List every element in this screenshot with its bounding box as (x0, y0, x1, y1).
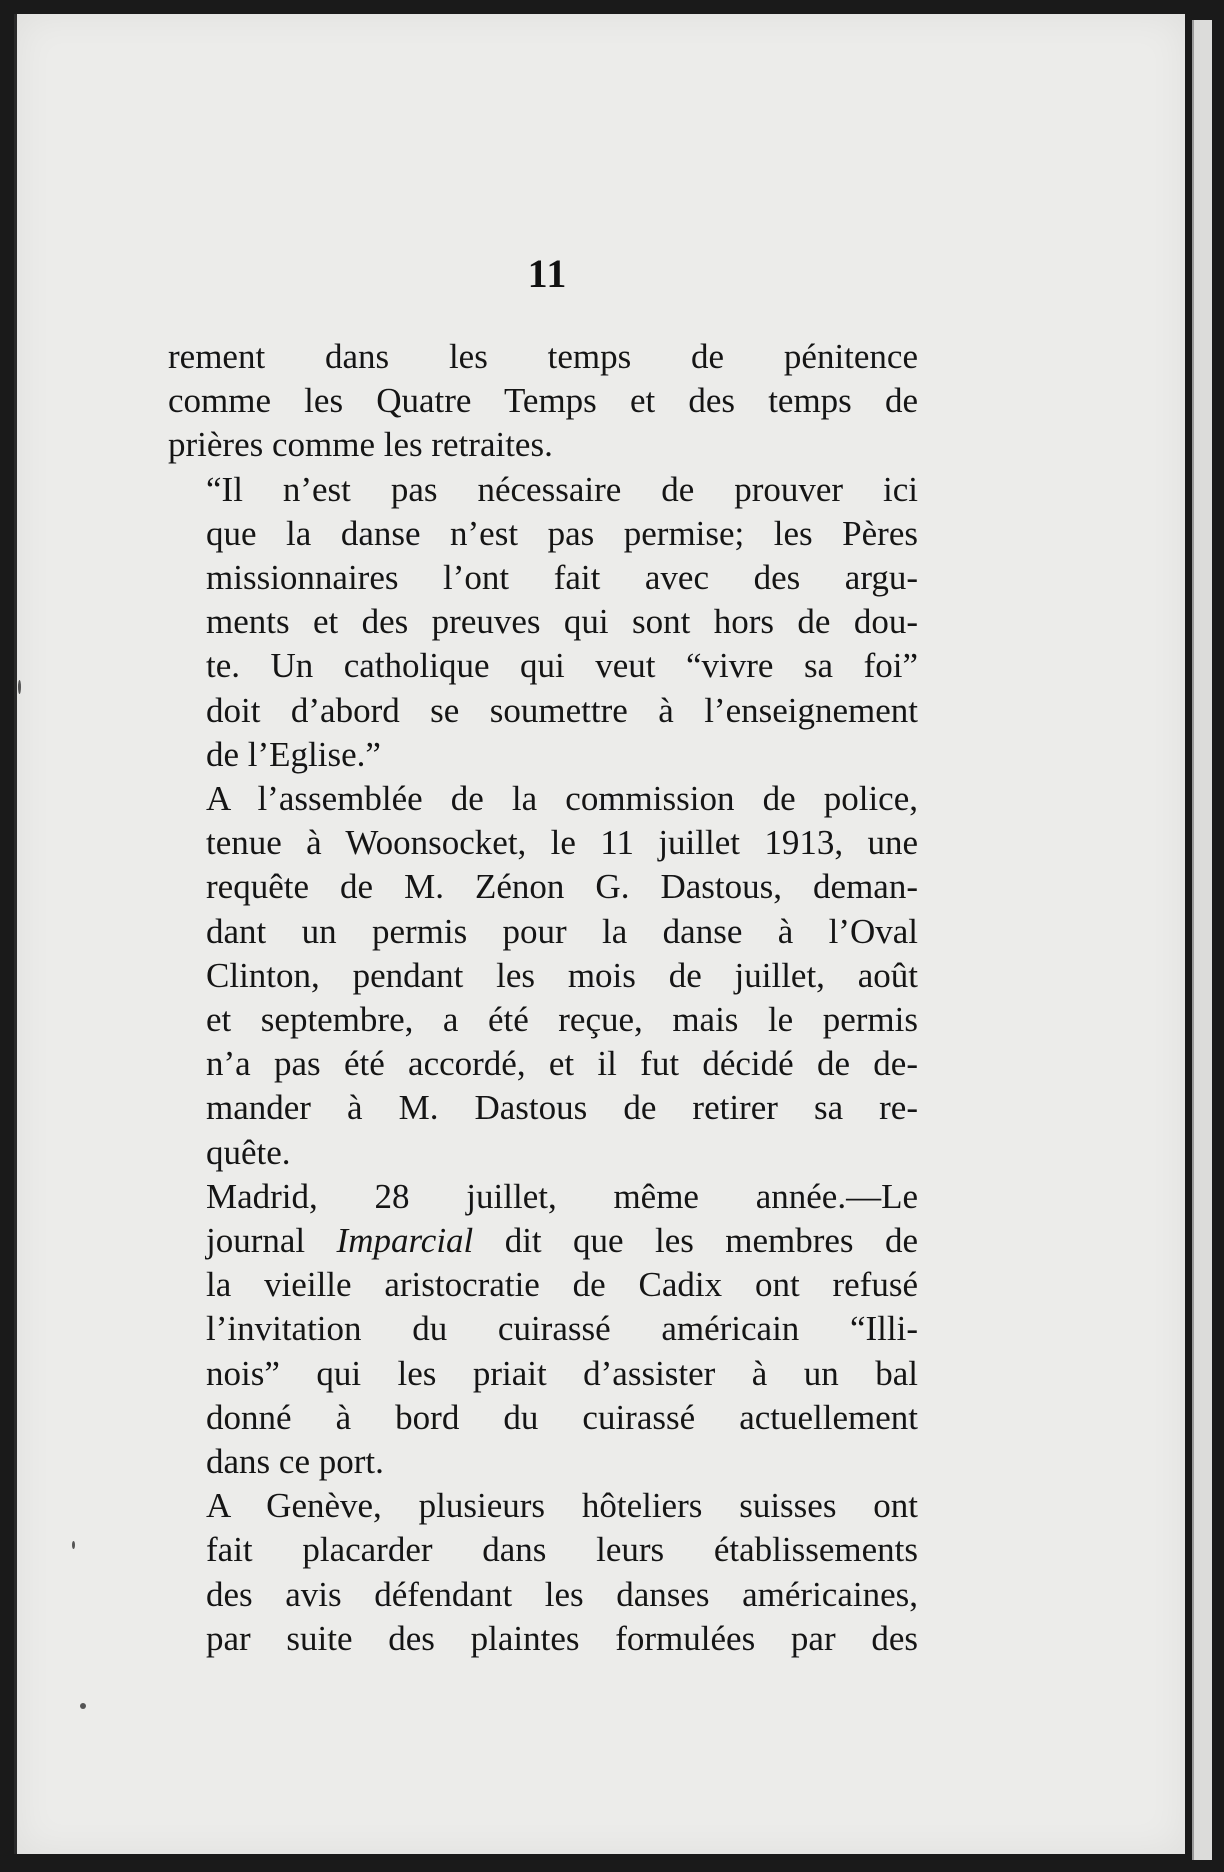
text-line: des avis défendant les danses américaines, (206, 1574, 918, 1614)
text-line: comme les Quatre Temps et des temps de (168, 381, 918, 421)
text-line: fait placarder dans leurs établissements (206, 1530, 918, 1570)
text-line: prières comme les retraites. (168, 425, 553, 465)
paragraph (168, 1484, 918, 1661)
text-line: requête de M. Zénon G. Dastous, deman- (206, 867, 918, 907)
text-line: que la danse n’est pas permise; les Pères (206, 513, 918, 553)
body-text (168, 335, 918, 1661)
scan-speck (80, 1703, 86, 1709)
text-line: Clinton, pendant les mois de juillet, août (206, 955, 918, 995)
scan-speck (72, 1541, 75, 1549)
paragraph (168, 777, 918, 1175)
text-line: et septembre, a été reçue, mais le permis (206, 1000, 918, 1040)
text-line: tenue à Woonsocket, le 11 juillet 1913, une (206, 823, 918, 863)
text-line: ments et des preuves qui sont hors de dou- (206, 602, 918, 642)
text-line: doit d’abord se soumettre à l’enseignement (206, 690, 918, 730)
paragraph (168, 335, 918, 468)
text-line: dans ce port. (206, 1442, 384, 1482)
text-line: l’invitation du cuirassé américain “Illi- (206, 1309, 918, 1349)
text-line: n’a pas été accordé, et il fut décidé de de- (206, 1044, 918, 1084)
text-line: donné à bord du cuirassé actuellement (206, 1397, 918, 1437)
text-line: quête. (206, 1132, 291, 1172)
text-line: rement dans les temps de pénitence (168, 337, 918, 376)
text-line: nois” qui les priait d’assister à un bal (206, 1353, 918, 1393)
text-line: de l’Eglise.” (206, 734, 381, 774)
text-line: Madrid, 28 juillet, même année.—Le (206, 1176, 918, 1216)
text-line: missionnaires l’ont fait avec des argu- (206, 558, 918, 598)
text-line: mander à M. Dastous de retirer sa re- (206, 1088, 918, 1128)
text-line: la vieille aristocratie de Cadix ont refusé (206, 1265, 918, 1305)
text-line: dant un permis pour la danse à l’Oval (206, 911, 918, 951)
text-line: “Il n’est pas nécessaire de prouver ici (206, 469, 918, 509)
text-line: journal Imparcial dit que les membres de (206, 1221, 918, 1261)
text-line: A Genève, plusieurs hôteliers suisses ont (206, 1486, 918, 1526)
text-line: A l’assemblée de la commission de police, (206, 779, 918, 819)
page-edge (1192, 20, 1212, 1860)
text-line: par suite des plaintes formulées par des (206, 1618, 918, 1658)
paragraph (168, 1175, 918, 1484)
text-line: te. Un catholique qui veut “vivre sa foi” (206, 646, 918, 686)
page-number: 11 (527, 251, 568, 296)
scan-speck (18, 680, 21, 694)
paragraph (168, 468, 918, 777)
